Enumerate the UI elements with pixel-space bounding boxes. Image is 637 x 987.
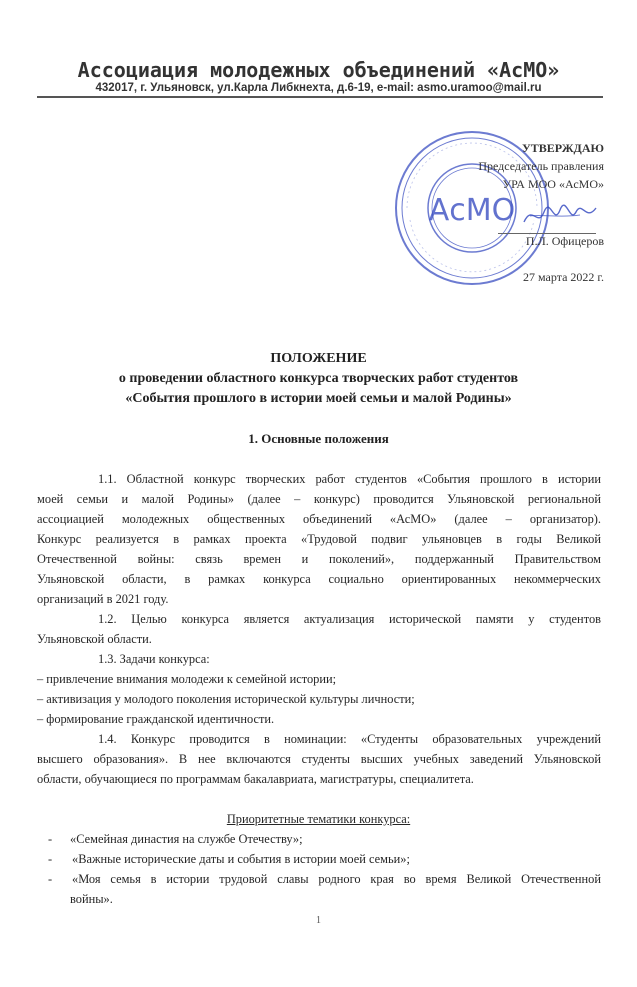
theme-item-continuation: войны». <box>70 892 113 906</box>
document-subtitle-line1: о проведении областного конкурса творческих работ студентов <box>118 371 519 386</box>
letterhead-divider <box>37 96 603 98</box>
paragraph-1-1-line: моей семьи и малой Родины» (далее – конкурс) проводится Ульяновской региональной <box>37 492 601 506</box>
paragraph-1-4-line: высшего образования». В нее включаются студенты высших учебных заведений Ульяновской <box>37 752 601 766</box>
section-heading: 1. Основные положения <box>248 431 389 446</box>
organization-address: 432017, г. Ульяновск, ул.Карла Либкнехта, д.6-19, e-mail: asmo.uramoo@mail.ru <box>95 82 542 94</box>
page-number: 1 <box>316 915 321 926</box>
paragraph-1-3-heading: 1.3. Задачи конкурса: <box>98 652 210 666</box>
themes-heading: Приоритетные тематики конкурса: <box>226 812 411 826</box>
theme-bullet: - <box>48 832 53 846</box>
organization-title: Ассоциация молодежных объединений «АсМО» <box>77 58 560 82</box>
paragraph-1-1-line: Ульяновской области, в рамках конкурса социально ориентированных некоммерческих <box>37 572 601 586</box>
paragraph-1-4-line: 1.4. Конкурс проводится в номинации: «Студенты образовательных учреждений <box>98 732 601 746</box>
paragraph-1-1-line: Конкурс реализуется в рамках проекта «Трудовой подвиг ульяновцев в годы Великой <box>37 532 601 546</box>
seal-text: АсМО <box>428 193 516 228</box>
paragraph-1-1-line: 1.1. Областной конкурс творческих работ студентов «События прошлого в истории <box>98 472 601 486</box>
document-title: ПОЛОЖЕНИЕ <box>270 351 367 366</box>
paragraph-1-4-line: области, обучающиеся по программам бакалавриата, магистратуры, специалитета. <box>37 772 474 786</box>
task-item: – формирование гражданской идентичности. <box>37 712 275 726</box>
paragraph-1-1-line: организаций в 2021 году. <box>37 592 169 606</box>
paragraph-1-1-line: ассоциацией молодежных общественных объединений «АсМО» (далее – организатор). <box>37 512 601 526</box>
document-subtitle-line2: «События прошлого в истории моей семьи и малой Родины» <box>125 391 512 406</box>
signature <box>520 198 600 234</box>
paragraph-1-2-line: 1.2. Целью конкурса является актуализация исторической памяти у студентов <box>98 612 601 626</box>
approval-position: Председатель правления <box>478 159 604 173</box>
theme-item: «Семейная династия на службе Отечеству»; <box>70 832 303 846</box>
task-item: – привлечение внимания молодежи к семейной истории; <box>37 672 337 686</box>
approval-heading: УТВЕРЖДАЮ <box>521 141 604 155</box>
theme-item: «Моя семья в истории трудовой славы родного края во время Великой Отечественной <box>72 872 601 886</box>
approval-signatory: П.Л. Офицеров <box>525 234 604 248</box>
theme-item: «Важные исторические даты и события в истории моей семьи»; <box>72 852 410 866</box>
approval-organization: УРА МОО «АсМО» <box>502 177 604 191</box>
paragraph-1-1-line: Отечественной войны: связь времен и поколений», поддержанный Правительством <box>37 552 601 566</box>
theme-bullet: - <box>48 852 53 866</box>
approval-date: 27 марта 2022 г. <box>523 270 604 284</box>
task-item: – активизация у молодого поколения исторической культуры личности; <box>37 692 415 706</box>
theme-bullet: - <box>48 872 53 886</box>
paragraph-1-2-line: Ульяновской области. <box>37 632 152 646</box>
